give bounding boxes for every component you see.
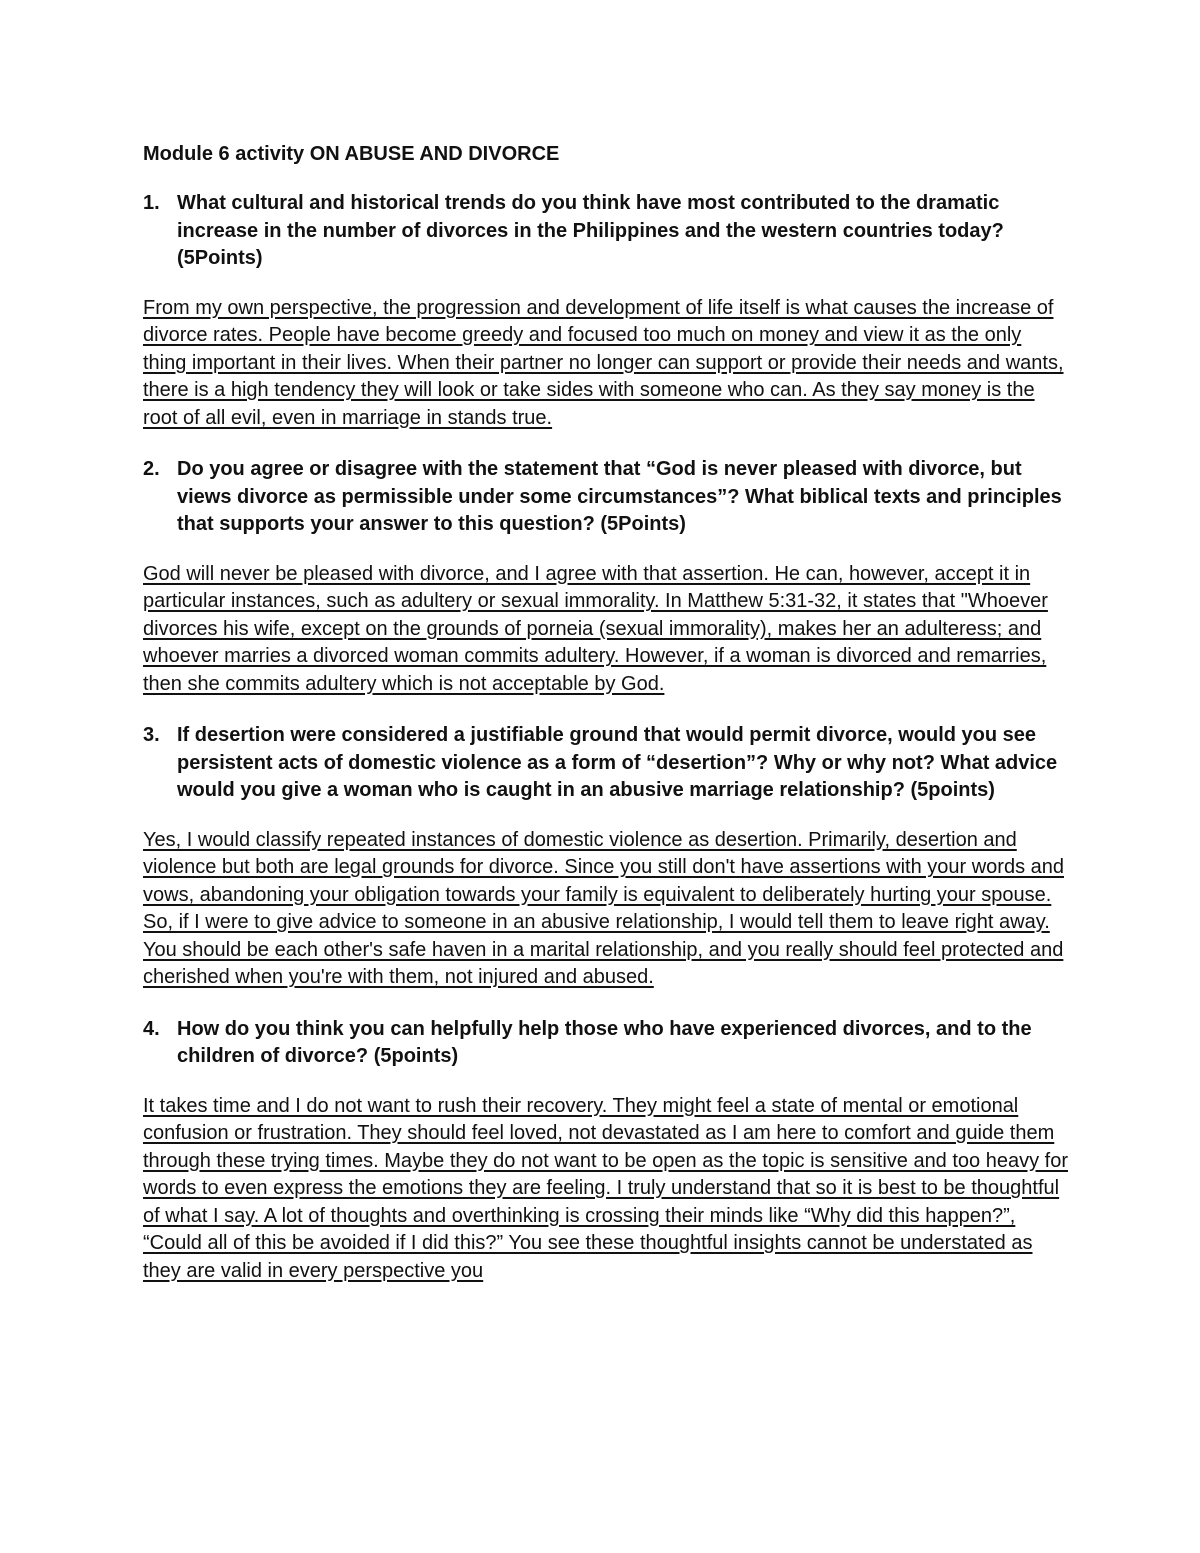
question-number: 2. bbox=[143, 458, 160, 480]
question-text: What cultural and historical trends do you think have most contributed to the dramatic increase in the number of divorces in the Philippines and the western countries today? (5Points) bbox=[177, 192, 1004, 269]
answer-2: God will never be pleased with divorce, and I agree with that assertion. He can, however, accept it in particular instances, such as adultery or sexual immorality. In Matthew 5:31-32, it states that "Whoever divorces his wife, except on the grounds of porneia (sexual immorality), makes her an adulteress; and whoever marries a divorced woman commits adultery. However, if a woman is divorced and remarries, then she commits adultery which is not acceptable by God. bbox=[143, 562, 1048, 695]
question-2 bbox=[143, 456, 1068, 539]
document-title: Module 6 activity ON ABUSE AND DIVORCE bbox=[143, 143, 560, 165]
question-number: 1. bbox=[143, 192, 160, 214]
question-number: 3. bbox=[143, 724, 160, 746]
question-text: Do you agree or disagree with the statement that “God is never pleased with divorce, but views divorce as permissible under some circumstances”? What biblical texts and principles that supports your answer to this question? (5Points) bbox=[177, 458, 1062, 535]
question-text: If desertion were considered a justifiable ground that would permit divorce, would you see persistent acts of domestic violence as a form of “desertion”? Why or why not? What advice would you give a woman who is caught in an abusive marriage relationship? (5points) bbox=[177, 724, 1058, 801]
answer-3: Yes, I would classify repeated instances of domestic violence as desertion. Primarily, desertion and violence but both are legal grounds for divorce. Since you still don't have assertions with your words and vows, abandoning your obligation towards your family is equivalent to deliberately hurting your spouse. So, if I were to give advice to someone in an abusive relationship, I would tell them to leave right away. You should be each other's safe haven in a marital relationship, and you really should feel protected and cherished when you're with them, not injured and abused. bbox=[143, 828, 1064, 988]
answer-4: It takes time and I do not want to rush their recovery. They might feel a state of mental or emotional confusion or frustration. They should feel loved, not devastated as I am here to comfort and guide them through these trying times. Maybe they do not want to be open as the topic is sensitive and too heavy for words to even express the emotions they are feeling. I truly understand that so it is best to be thoughtful of what I say. A lot of thoughts and overthinking is crossing their minds like “Why did this happen?”, “Could all of this be avoided if I did this?” You see these thoughtful insights cannot be understated as they are valid in every perspective you bbox=[143, 1094, 1068, 1282]
document-page bbox=[143, 140, 1068, 1309]
question-4 bbox=[143, 1016, 1068, 1071]
question-text: How do you think you can helpfully help those who have experienced divorces, and to the children of divorce? (5points) bbox=[177, 1017, 1032, 1067]
question-number: 4. bbox=[143, 1017, 160, 1040]
answer-1: From my own perspective, the progression and development of life itself is what causes the increase of divorce rates. People have become greedy and focused too much on money and view it as the only thing important in their lives. When their partner no longer can support or provide their needs and wants, there is a high tendency they will look or take sides with someone who can. As they say money is the root of all evil, even in marriage in stands true. bbox=[143, 296, 1064, 429]
question-3 bbox=[143, 722, 1068, 805]
question-1 bbox=[143, 190, 1068, 273]
